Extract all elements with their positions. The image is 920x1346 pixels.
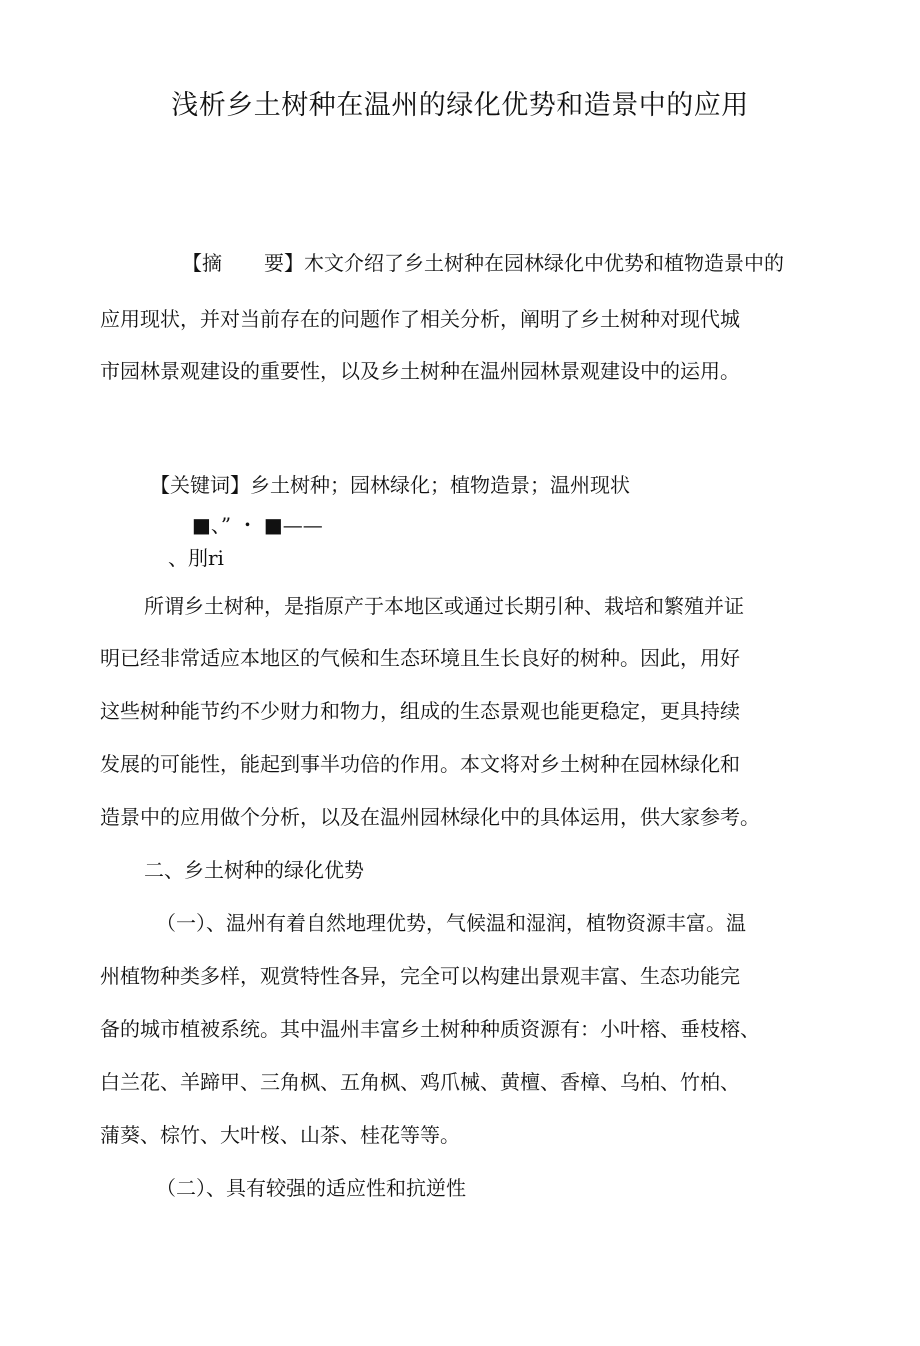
artifact-line-2: 、刖ri bbox=[168, 546, 224, 570]
subsection1-line-5: 蒲葵、棕竹、大叶桜、山茶、桂花等等。 bbox=[100, 1123, 460, 1147]
subsection2-heading: （二）、具有较强的适应性和抗逆性 bbox=[156, 1176, 466, 1200]
abstract-line-3: 市园林景观建设的重要性，以及乡土树种在温州园林景观建设中的运用。 bbox=[100, 359, 740, 383]
subsection1-line-4: 白兰花、羊蹄甲、三角枫、五角枫、鸡爪械、黄檀、香樟、乌柏、竹柏、 bbox=[100, 1070, 740, 1094]
keywords-text: 乡土树种；园林绿化；植物造景；温州现状 bbox=[250, 473, 630, 497]
intro-line-3: 这些树种能节约不少财力和物力，组成的生态景观也能更稳定，更具持续 bbox=[100, 699, 740, 723]
keywords-line bbox=[150, 470, 630, 500]
document-title: 浅析乡土树种在温州的绿化优势和造景中的应用 bbox=[171, 90, 749, 121]
abstract-label-open: 【摘 bbox=[182, 251, 222, 275]
intro-line-5: 造景中的应用做个分析，以及在温州园林绿化中的具体运用，供大家参考。 bbox=[100, 805, 760, 829]
intro-line-1: 所谓乡土树种，是指原产于本地区或通过长期引种、栽培和繁殖并证 bbox=[144, 594, 744, 618]
subsection1-line-1: （一）、温州有着自然地理优势，气候温和湿润，植物资源丰富。温 bbox=[156, 911, 746, 935]
artifact-line-1: ■、” ・ ■—— bbox=[192, 513, 323, 537]
abstract-line-2: 应用现状，并对当前存在的问题作了相关分析，阐明了乡土树种对现代城 bbox=[100, 307, 740, 331]
abstract-text-1: 木文介绍了乡土树种在园林绿化中优势和植物造景中的 bbox=[304, 251, 784, 275]
intro-line-2: 明已经非常适应本地区的气候和生态环境且生长良好的树种。因此，用好 bbox=[100, 646, 740, 670]
subsection1-line-2: 州植物种类多样，观赏特性各异，完全可以构建出景观丰富、生态功能完 bbox=[100, 964, 740, 988]
abstract-line-1 bbox=[182, 248, 784, 278]
intro-line-4: 发展的可能性，能起到事半功倍的作用。本文将对乡土树种在园林绿化和 bbox=[100, 752, 740, 776]
section-heading: 二、乡土树种的绿化优势 bbox=[144, 858, 364, 882]
abstract-label-close: 要】 bbox=[264, 251, 304, 275]
keywords-label: 【关键词】 bbox=[150, 473, 250, 497]
subsection1-line-3: 备的城市植被系统。其中温州丰富乡土树种种质资源有：小叶榕、垂枝榕、 bbox=[100, 1017, 760, 1041]
